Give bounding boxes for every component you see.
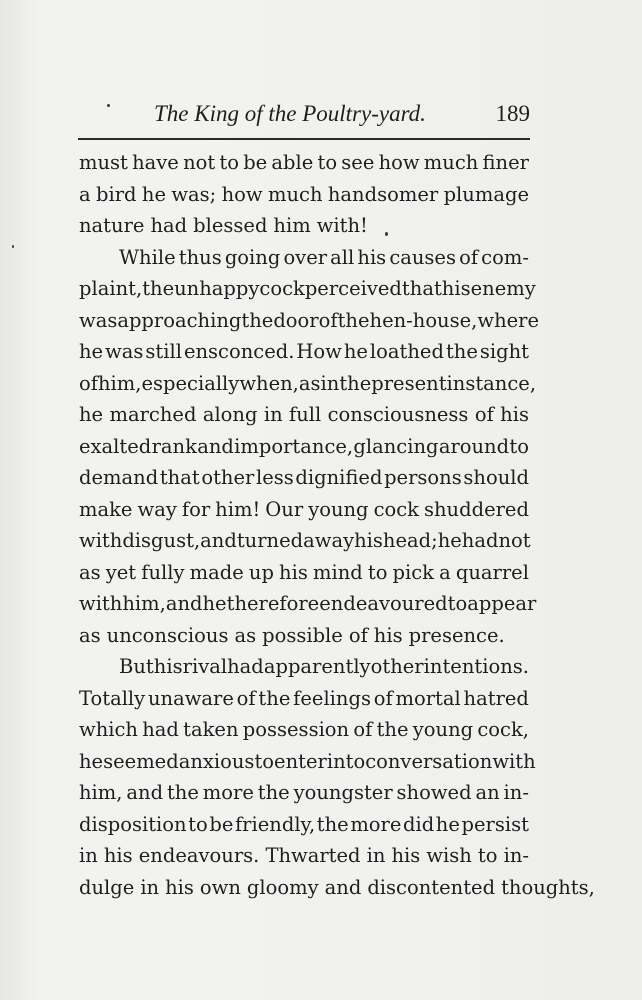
word: in (320, 371, 340, 395)
word: perceived (304, 277, 402, 300)
word: nature (79, 214, 145, 237)
word: youngster (293, 781, 393, 804)
word: seemed (103, 749, 179, 773)
word: marched (109, 403, 197, 426)
word: made (189, 560, 244, 584)
word: of (353, 718, 373, 741)
word: along (202, 403, 258, 426)
word: as (79, 560, 101, 584)
word: While (119, 245, 176, 269)
text-line (79, 368, 537, 400)
word: gloomy (246, 875, 319, 899)
word: for (181, 497, 211, 521)
word: with (79, 529, 123, 552)
word: importance, (234, 434, 354, 458)
word: to (509, 434, 529, 458)
word: unconscious (106, 623, 229, 647)
ink-speck (12, 245, 14, 248)
word: enemy (470, 277, 536, 300)
word: dignified (295, 466, 383, 489)
word: of (459, 245, 479, 269)
word: handsomer (327, 182, 439, 206)
word: the (445, 340, 478, 363)
word: he (343, 340, 368, 363)
word: and (200, 529, 237, 552)
word: the (316, 812, 349, 836)
word: com- (481, 245, 529, 269)
word: pick (392, 560, 435, 584)
word: persist (461, 812, 529, 836)
word: hen-house, (369, 308, 478, 332)
word: his (153, 655, 183, 678)
word: had (150, 214, 188, 237)
word: he (79, 749, 104, 773)
word: his (279, 560, 308, 584)
word: enter (274, 749, 327, 773)
word: head; (382, 529, 438, 552)
word: as (234, 623, 257, 647)
word: of (79, 371, 98, 395)
word: not (183, 151, 216, 174)
word: in (79, 844, 98, 867)
text-line (79, 777, 529, 809)
word: finer (482, 151, 529, 174)
word: into (326, 749, 366, 773)
word: hatred (463, 686, 529, 710)
word: quarrel (455, 560, 529, 584)
text-line (79, 872, 595, 904)
word: ensconced. (183, 340, 295, 363)
paragraph (79, 242, 540, 652)
word: cock, (477, 718, 529, 741)
word: feelings (293, 686, 371, 710)
word: to (447, 592, 468, 615)
word: had (227, 655, 264, 678)
word: how (378, 151, 420, 174)
word: with! (316, 214, 368, 237)
word: still (145, 340, 182, 363)
word: door (273, 308, 319, 332)
word: disgust, (122, 529, 201, 552)
word: and (165, 592, 203, 615)
word: to (477, 844, 498, 867)
word: mortal (395, 686, 461, 710)
text-line (79, 840, 529, 872)
word: endeavours. (138, 844, 260, 867)
text-line (79, 273, 536, 305)
word: did (403, 812, 435, 836)
text-line (79, 620, 529, 652)
word: How (296, 340, 342, 363)
word: endeavoured (319, 592, 448, 615)
word: consciousness (327, 403, 469, 426)
word: thus (178, 245, 222, 269)
word: to (219, 151, 239, 174)
word: away (303, 529, 355, 552)
word: all (330, 245, 355, 269)
word: blessed (193, 214, 268, 237)
word: in (263, 403, 283, 426)
word: how (221, 182, 263, 206)
word: plaint, (79, 277, 143, 300)
word: the (376, 718, 409, 741)
word: that (401, 277, 442, 300)
text-line (79, 462, 529, 494)
word: of (348, 623, 368, 647)
word: showed (396, 781, 472, 804)
word: he (437, 529, 462, 552)
word: he (141, 182, 166, 206)
word: friendly, (234, 812, 316, 836)
word: Totally (79, 686, 146, 710)
word: in (140, 875, 160, 899)
word: a (439, 560, 451, 584)
word: therefore (226, 592, 320, 615)
word: conversation (365, 749, 493, 773)
word: to (317, 151, 338, 174)
word: with (492, 749, 536, 773)
word: was (105, 340, 144, 363)
word: possession (242, 718, 350, 741)
word: him! (215, 497, 261, 521)
word: in- (503, 844, 529, 867)
word: persons (384, 466, 462, 489)
text-line (79, 746, 536, 778)
word: young (308, 497, 369, 521)
word: other (201, 466, 255, 489)
word: taken (183, 718, 239, 741)
word: loathed (369, 340, 444, 363)
word: discontented (367, 875, 496, 899)
text-line (79, 651, 529, 683)
word: around (438, 434, 510, 458)
word: intentions. (423, 655, 529, 678)
word: to (188, 812, 208, 836)
running-head (80, 101, 530, 135)
word: way (137, 497, 177, 521)
word: much (267, 182, 323, 206)
word: of (373, 686, 393, 710)
word: had (461, 529, 499, 552)
word: should (463, 466, 529, 489)
text-line (79, 179, 529, 211)
word: him, (122, 592, 166, 615)
body-text (79, 147, 595, 903)
word: Thwarted (265, 844, 361, 867)
text-line (79, 494, 529, 526)
text-line (79, 588, 537, 620)
word: especially (141, 371, 240, 395)
text-line (79, 147, 529, 179)
word: rival (182, 655, 228, 678)
word: over (283, 245, 328, 269)
word: more (202, 781, 254, 804)
text-line (79, 210, 529, 242)
word: bird (96, 182, 137, 206)
word: his (357, 245, 387, 269)
page-number: 189 (495, 101, 530, 126)
word: and (126, 781, 164, 804)
word: of (236, 686, 256, 710)
word: where (477, 308, 540, 332)
word: plumage (443, 182, 529, 206)
word: in- (503, 781, 529, 804)
word: when, (239, 371, 299, 395)
word: able (271, 151, 314, 174)
word: own (199, 875, 241, 899)
word: a (79, 182, 91, 206)
text-line (79, 525, 529, 557)
word: causes (389, 245, 456, 269)
word: his (354, 529, 383, 552)
word: the (257, 781, 290, 804)
word: turned (236, 529, 304, 552)
word: had (142, 718, 179, 741)
word: not (498, 529, 531, 552)
word: yet (105, 560, 137, 584)
word: make (79, 497, 133, 521)
word: unaware (147, 686, 234, 710)
word: have (132, 151, 179, 174)
text-line (79, 431, 529, 463)
word: with (79, 592, 123, 615)
word: his (165, 875, 194, 899)
word: appear (467, 592, 537, 615)
word: cock (259, 277, 305, 300)
word: in (366, 844, 386, 867)
word: to (254, 749, 275, 773)
ink-speck (107, 104, 110, 107)
word: his (441, 277, 471, 300)
text-line (79, 809, 529, 841)
word: dulge (79, 875, 135, 899)
word: much (423, 151, 479, 174)
text-line (79, 336, 529, 368)
word: his (373, 623, 403, 647)
word: the (258, 686, 291, 710)
word: was; (171, 182, 217, 206)
word: as (298, 371, 321, 395)
word: cock (373, 497, 419, 521)
word: the (166, 781, 199, 804)
header-rule (78, 138, 530, 140)
word: other (370, 655, 424, 678)
word: young (412, 718, 474, 741)
word: up (248, 560, 274, 584)
text-line (79, 683, 529, 715)
word: wish (426, 844, 472, 867)
text-line (79, 305, 540, 337)
word: anxious (178, 749, 255, 773)
word: apparently (263, 655, 371, 678)
word: his (500, 403, 529, 426)
word: sight (479, 340, 529, 363)
word: unhappy (174, 277, 260, 300)
word: his (391, 844, 421, 867)
text-line (79, 242, 529, 274)
ink-speck (385, 232, 388, 236)
word: his (103, 844, 133, 867)
word: disposition (79, 812, 187, 836)
word: present (371, 371, 447, 395)
word: full (289, 403, 322, 426)
word: him (273, 214, 311, 237)
text-line (79, 399, 529, 431)
word: be (209, 812, 234, 836)
word: which (79, 718, 138, 741)
word: that (159, 466, 200, 489)
word: instance, (446, 371, 537, 395)
word: mind (312, 560, 363, 584)
word: to (367, 560, 388, 584)
word: demand (79, 466, 159, 489)
word: more (350, 812, 402, 836)
word: the (339, 371, 372, 395)
word: shuddered (423, 497, 529, 521)
word: he (79, 403, 104, 426)
word: of (474, 403, 494, 426)
word: be (243, 151, 268, 174)
word: approaching (117, 308, 242, 332)
word: he (79, 340, 104, 363)
paragraph (79, 651, 595, 903)
word: must (79, 151, 128, 174)
word: the (241, 308, 274, 332)
word: fully (141, 560, 185, 584)
word: But (119, 655, 154, 678)
word: and (197, 434, 234, 458)
word: him, (79, 781, 123, 804)
word: an (475, 781, 500, 804)
word: of (318, 308, 338, 332)
text-line (79, 714, 529, 746)
word: he (435, 812, 460, 836)
word: as (79, 623, 101, 647)
word: him, (97, 371, 142, 395)
word: the (142, 277, 175, 300)
text-line (79, 557, 529, 589)
word: rank (151, 434, 197, 458)
word: going (224, 245, 281, 269)
word: and (324, 875, 362, 899)
word: glancing (353, 434, 439, 458)
word: the (337, 308, 370, 332)
running-title: The King of the Poultry-yard. (154, 101, 426, 126)
word: thoughts, (501, 875, 595, 899)
word: was (79, 308, 118, 332)
word: less (255, 466, 294, 489)
word: possible (262, 623, 343, 647)
word: exalted (79, 434, 152, 458)
word: presence. (408, 623, 505, 647)
word: Our (265, 497, 304, 521)
word: see (341, 151, 375, 174)
word: he (202, 592, 227, 615)
paragraph (79, 147, 529, 242)
